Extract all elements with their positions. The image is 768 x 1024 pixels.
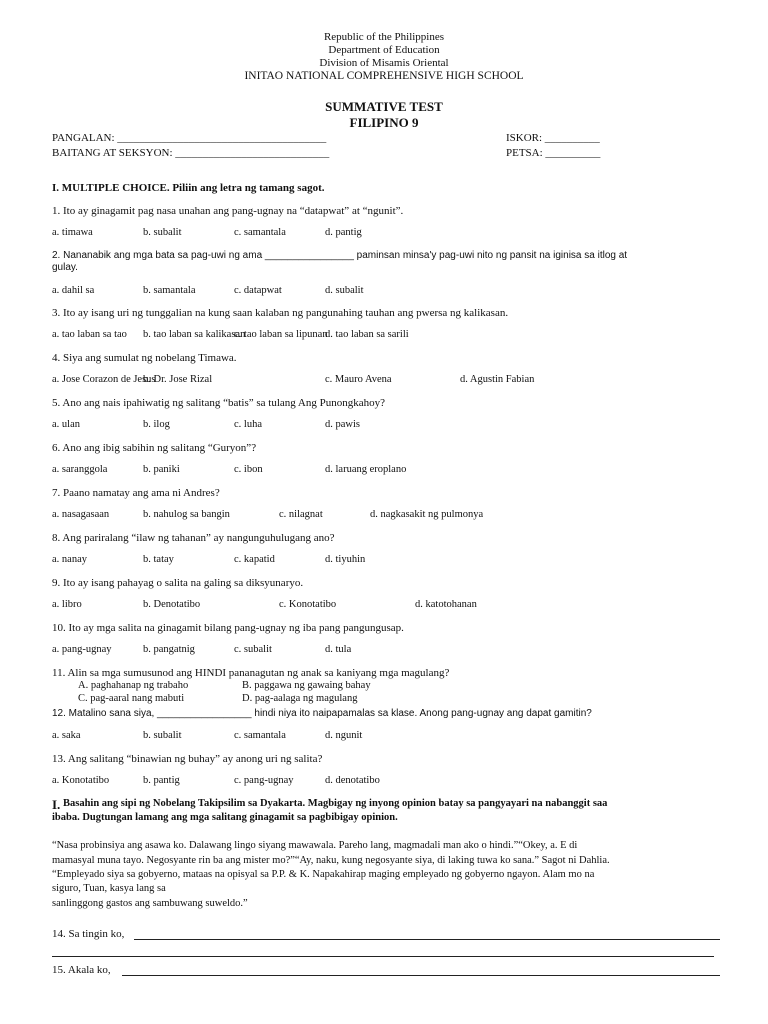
question-9-option-d[interactable]: d. katotohanan — [415, 599, 477, 610]
question-7-option-a[interactable]: a. nasagasaan — [52, 509, 110, 520]
question-9-text: 9. Ito ay isang pahayag o salita na galing sa diksyunaryo. — [52, 577, 304, 589]
question-3-option-c[interactable]: c. tao laban sa lipunan — [234, 329, 328, 340]
header-republic: Republic of the Philippines — [323, 31, 445, 43]
header-school: INITAO NATIONAL COMPREHENSIVE HIGH SCHOOL — [244, 70, 524, 82]
section-2-numeral: I. — [52, 797, 61, 812]
question-4-option-a[interactable]: a. Jose Corazon de Jesus — [52, 374, 156, 385]
question-4-text: 4. Siya ang sumulat ng nobelang Timawa. — [52, 352, 237, 364]
question-10-option-a[interactable]: a. pang-ugnay — [52, 644, 112, 655]
question-1-option-c[interactable]: c. samantala — [234, 227, 286, 238]
question-12-option-b[interactable]: b. subalit — [143, 730, 182, 741]
question-6-option-b[interactable]: b. paniki — [143, 464, 180, 475]
question-6-option-a[interactable]: a. saranggola — [52, 464, 108, 475]
passage-line-2: mamasyal muna tayo. Negosyante rin ba ang mister mo?”“Ay, naku, kung negosyante siya, di laking tuwa ko sana.” Sagot ni Dahlia. — [52, 855, 610, 866]
question-10-option-c[interactable]: c. subalit — [234, 644, 272, 655]
question-13-option-a[interactable]: a. Konotatibo — [52, 775, 110, 786]
question-1-option-b[interactable]: b. subalit — [143, 227, 182, 238]
question-2-option-c[interactable]: c. datapwat — [234, 285, 282, 296]
question-4-option-b[interactable]: b. Dr. Jose Rizal — [143, 374, 213, 385]
question-12-option-c[interactable]: c. samantala — [234, 730, 286, 741]
test-title: SUMMATIVE TEST — [325, 99, 443, 114]
question-10-text: 10. Ito ay mga salita na ginagamit bilang pang-ugnay ng iba pang pangungusap. — [52, 622, 404, 634]
score-field[interactable]: ISKOR: __________ — [506, 132, 600, 144]
question-5-option-d[interactable]: d. pawis — [325, 419, 360, 430]
question-2-option-b[interactable]: b. samantala — [143, 285, 196, 296]
question-11-text: 11. Alin sa mga sumusunod ang HINDI pananagutan ng anak sa kaniyang mga magulang? — [52, 667, 450, 679]
question-13-text: 13. Ang salitang “binawian ng buhay” ay anong uri ng salita? — [52, 753, 323, 765]
question-10-option-b[interactable]: b. pangatnig — [143, 644, 195, 655]
question-4-option-d[interactable]: d. Agustin Fabian — [460, 374, 535, 385]
question-11-option-a[interactable]: A. paghahanap ng trabaho — [78, 680, 189, 691]
question-11-option-b[interactable]: B. paggawa ng gawaing bahay — [242, 680, 371, 691]
question-3-text: 3. Ito ay isang uri ng tunggalian na kung saan kalaban ng pangunahing tauhan ang pwersa ng kalikasan. — [52, 307, 509, 319]
question-9-option-b[interactable]: b. Denotatibo — [143, 599, 201, 610]
question-5-option-b[interactable]: b. ilog — [143, 419, 170, 430]
passage-line-1: “Nasa probinsiya ang asawa ko. Dalawang lingo siyang mawawala. Pareho lang, magmadali man ako o hindi.”“Okey, a. E di — [52, 840, 578, 851]
question-11-option-c[interactable]: C. pag-aaral nang mabuti — [78, 693, 185, 704]
question-3-option-b[interactable]: b. tao laban sa kalikasan — [143, 329, 246, 340]
question-15-label: 15. Akala ko, — [52, 964, 111, 976]
question-7-option-c[interactable]: c. nilagnat — [279, 509, 323, 520]
question-11-option-d[interactable]: D. pag-aalaga ng magulang — [242, 693, 358, 704]
passage-line-5: sanlinggong gastos ang sambuwang suweldo.” — [52, 898, 248, 909]
date-field[interactable]: PETSA: __________ — [506, 147, 601, 159]
section-2-instructions-line-1: Basahin ang sipi ng Nobelang Takipsilim sa Dyakarta. Magbigay ng inyong opinion batay sa pangyayari na nabanggit saa — [63, 798, 608, 809]
question-9-option-c[interactable]: c. Konotatibo — [279, 599, 337, 610]
question-2-option-a[interactable]: a. dahil sa — [52, 285, 95, 296]
question-6-text: 6. Ano ang ibig sabihin ng salitang “Guryon”? — [52, 442, 257, 454]
question-6-option-c[interactable]: c. ibon — [234, 464, 263, 475]
question-8-option-d[interactable]: d. tiyuhin — [325, 554, 366, 565]
passage-line-3: “Empleyado siya sa gobyerno, mataas na opisyal sa P.P. & K. Napakahirap maging empleyado ng gobyerno ngayon. Alam mo na — [52, 869, 595, 880]
question-7-option-b[interactable]: b. nahulog sa bangin — [143, 509, 230, 520]
question-2-text-cont: gulay. — [52, 262, 78, 273]
question-6-option-d[interactable]: d. laruang eroplano — [325, 464, 407, 475]
section-1-instructions: I. MULTIPLE CHOICE. Piliin ang letra ng tamang sagot. — [52, 182, 325, 194]
name-field[interactable]: PANGALAN: ______________________________________ — [52, 132, 327, 144]
question-5-option-a[interactable]: a. ulan — [52, 419, 80, 430]
header-division: Division of Misamis Oriental — [319, 57, 449, 69]
question-8-option-b[interactable]: b. tatay — [143, 554, 174, 565]
question-8-option-a[interactable]: a. nanay — [52, 554, 87, 565]
question-2-text: 2. Nananabik ang mga bata sa pag-uwi ng ama ________________ paminsan minsa'y pag-uwi nito ng pansit na iginisa sa itlog at — [52, 250, 628, 261]
question-13-option-b[interactable]: b. pantig — [143, 775, 180, 786]
question-3-option-d[interactable]: d. tao laban sa sarili — [325, 329, 409, 340]
question-8-text: 8. Ang pariralang “ilaw ng tahanan” ay nangunguhulugang ano? — [52, 532, 335, 544]
subject-title: FILIPINO 9 — [349, 115, 419, 130]
question-1-text: 1. Ito ay ginagamit pag nasa unahan ang pang-ugnay na “datapwat” at “ngunit”. — [52, 205, 404, 217]
question-12-option-d[interactable]: d. ngunit — [325, 730, 363, 741]
grade-section-field[interactable]: BAITANG AT SEKSYON: ____________________________ — [52, 147, 330, 159]
question-8-option-c[interactable]: c. kapatid — [234, 554, 275, 565]
question-10-option-d[interactable]: d. tula — [325, 644, 352, 655]
question-13-option-c[interactable]: c. pang-ugnay — [234, 775, 294, 786]
question-5-option-c[interactable]: c. luha — [234, 419, 262, 430]
header-department: Department of Education — [328, 44, 440, 56]
question-7-option-d[interactable]: d. nagkasakit ng pulmonya — [370, 509, 484, 520]
section-2-instructions-line-2: ibaba. Dugtungan lamang ang mga salitang ginagamit sa pagbibigay opinion. — [52, 812, 398, 823]
question-4-option-c[interactable]: c. Mauro Avena — [325, 374, 392, 385]
question-14-answer-line-2[interactable] — [52, 956, 714, 957]
question-15-answer-line[interactable] — [122, 975, 720, 976]
question-3-option-a[interactable]: a. tao laban sa tao — [52, 329, 127, 340]
question-1-option-a[interactable]: a. timawa — [52, 227, 93, 238]
question-1-option-d[interactable]: d. pantig — [325, 227, 362, 238]
question-13-option-d[interactable]: d. denotatibo — [325, 775, 380, 786]
question-2-option-d[interactable]: d. subalit — [325, 285, 364, 296]
question-12-option-a[interactable]: a. saka — [52, 730, 81, 741]
question-9-option-a[interactable]: a. libro — [52, 599, 82, 610]
passage-line-4: siguro, Tuan, kasya lang sa — [52, 883, 166, 894]
question-5-text: 5. Ano ang nais ipahiwatig ng salitang “batis” sa tulang Ang Punongkahoy? — [52, 397, 386, 409]
question-7-text: 7. Paano namatay ang ama ni Andres? — [52, 487, 220, 499]
question-12-text: 12. Matalino sana siya, _________________ hindi niya ito naipapamalas sa klase. Anong pang-ugnay ang dapat gamitin? — [52, 708, 592, 719]
question-14-label: 14. Sa tingin ko, — [52, 928, 125, 940]
question-14-answer-line[interactable] — [134, 939, 720, 940]
